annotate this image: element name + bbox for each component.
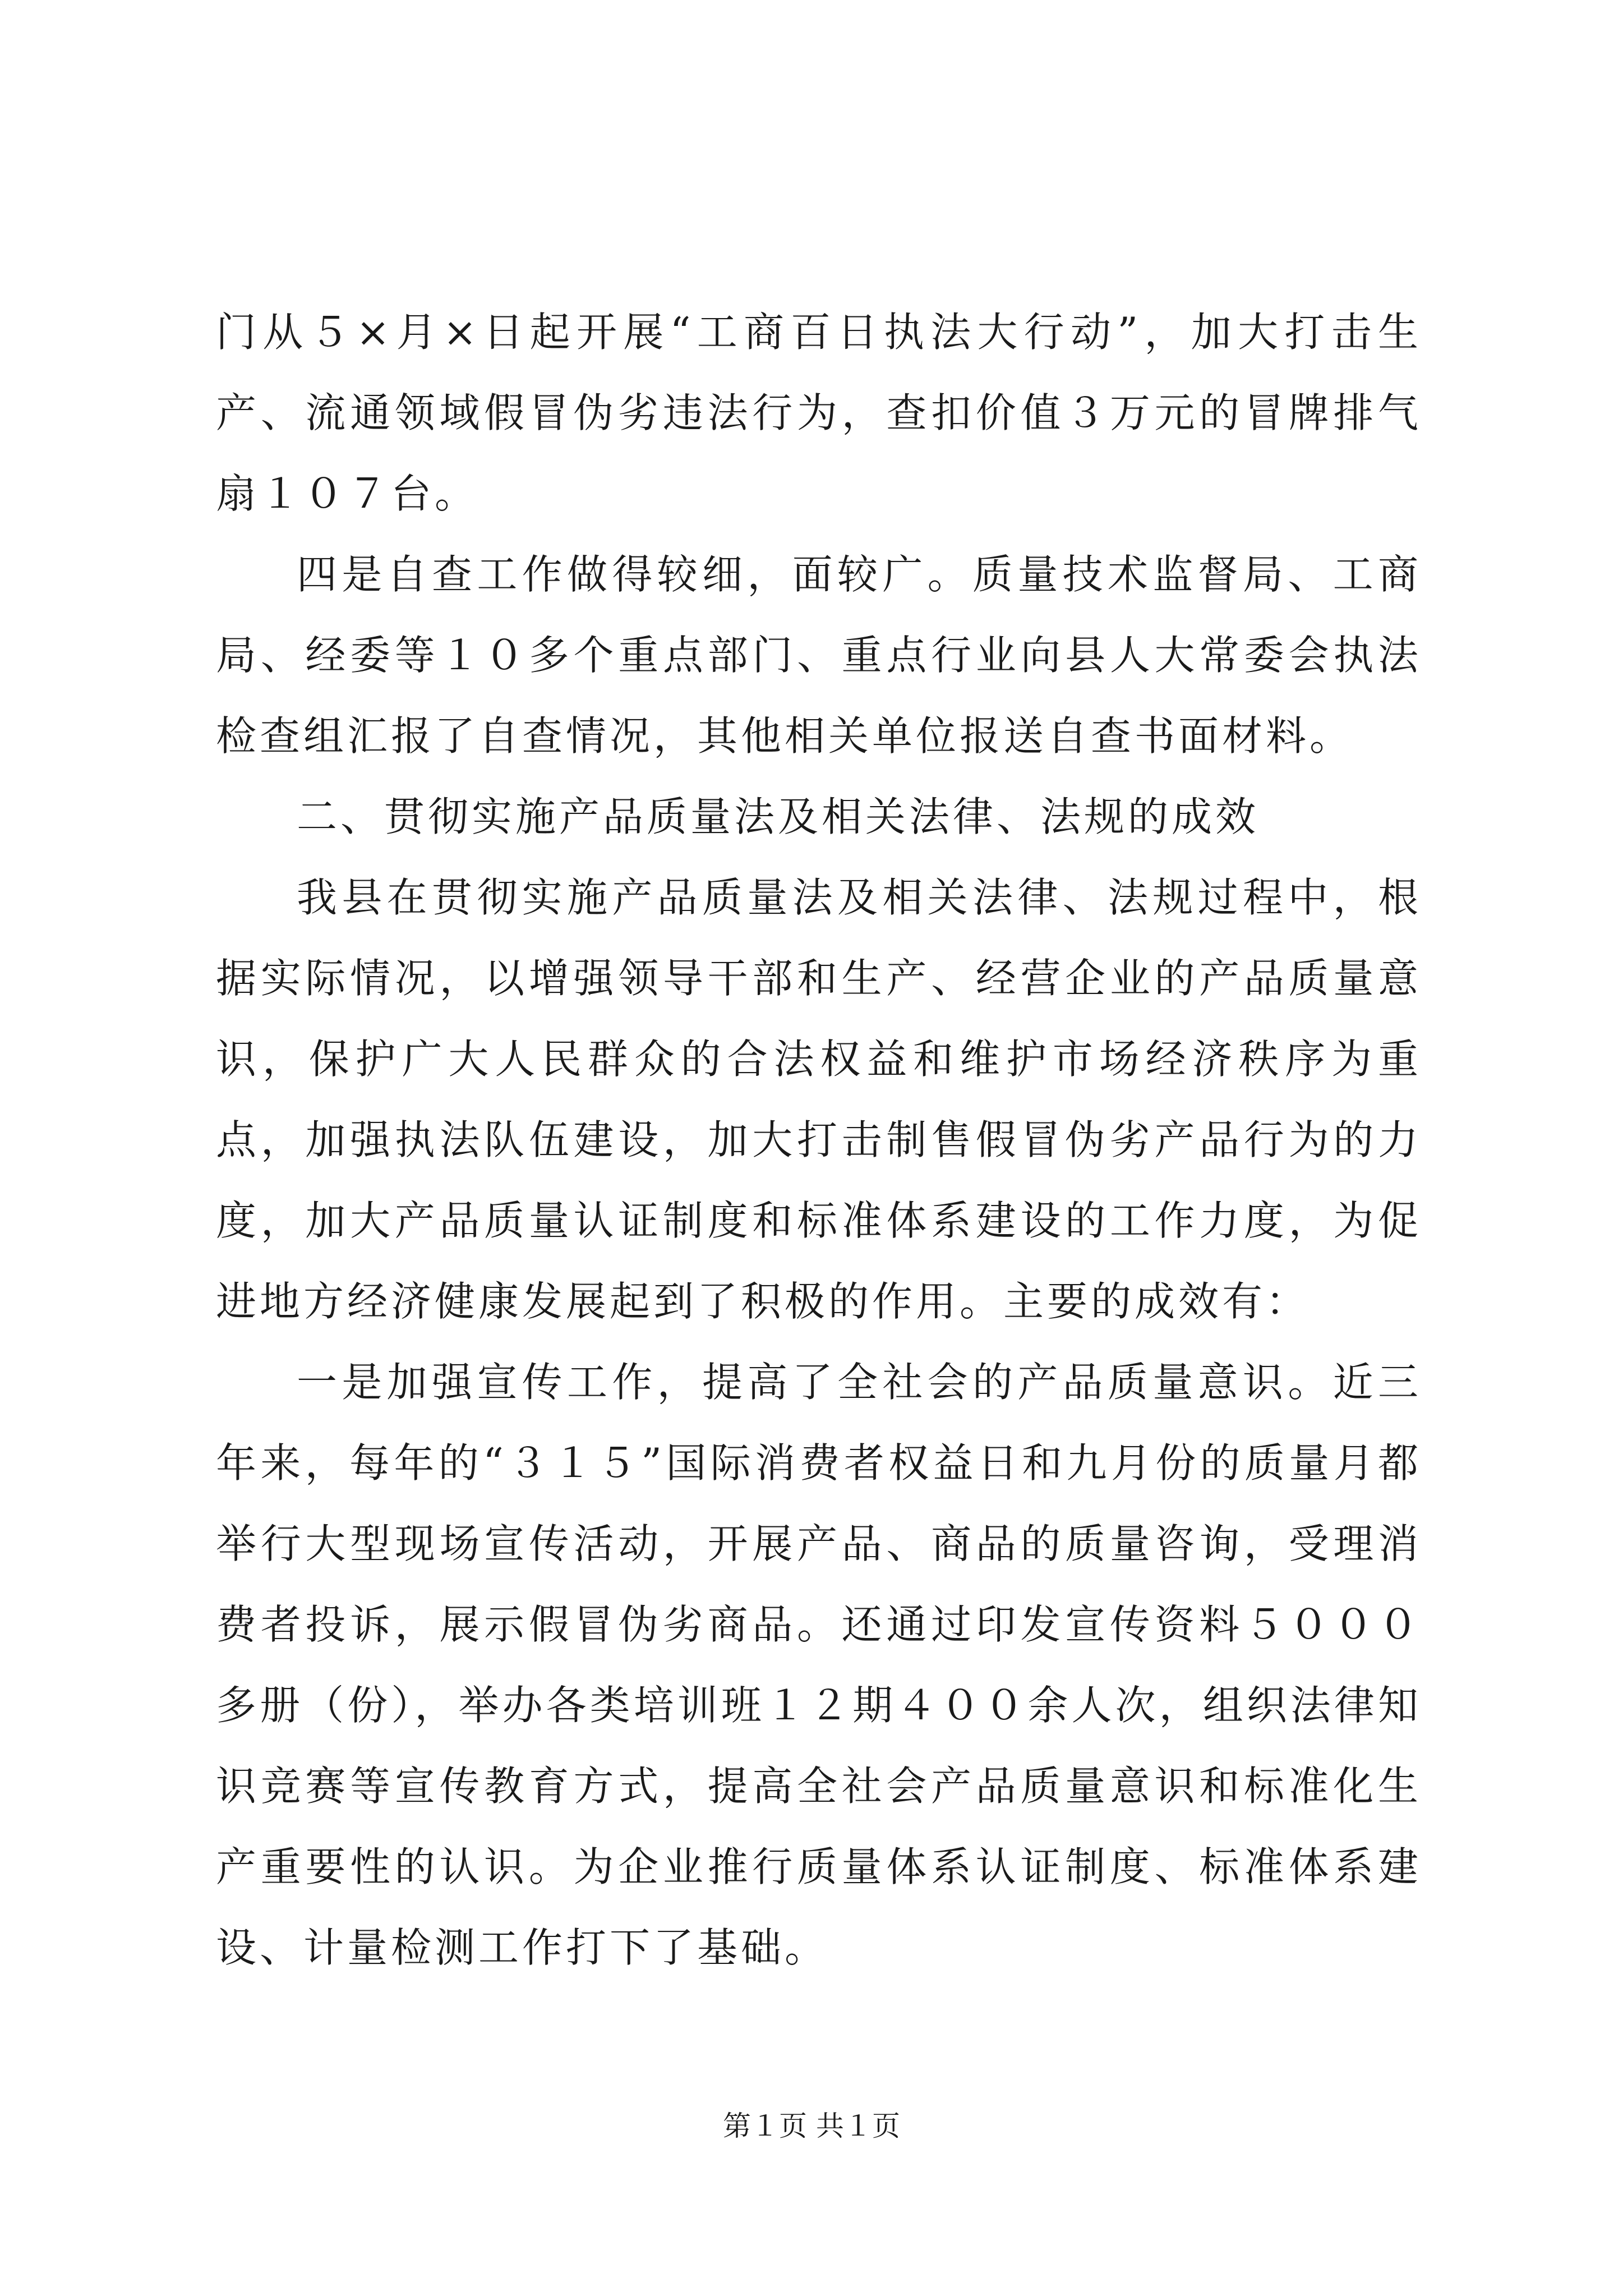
paragraph-continuation: 门从５×月×日起开展“工商百日执法大行动”，加大打击生产、流通领域假冒伪劣违法行为，查扣价值３万元的冒牌排气扇１０７台。	[216, 309, 1422, 517]
paragraph-self-inspection: 四是自查工作做得较细，面较广。质量技术监督局、工商局、经委等１０多个重点部门、重点行业向县人大常委会执法检查组汇报了自查情况，其他相关单位报送自查书面材料。	[216, 551, 1422, 760]
page-footer: 第１页 共１页	[723, 2110, 900, 2142]
section-heading-results: 二、贯彻实施产品质量法及相关法律、法规的成效	[297, 793, 1260, 840]
paragraph-results-intro: 我县在贯彻实施产品质量法及相关法律、法规过程中，根据实际情况，以增强领导干部和生产、经营企业的产品质量意识，保护广大人民群众的合法权益和维护市场经济秩序为重点，加强执法队伍建设，加大打击制售假冒伪劣产品行为的力度，加大产品质量认证制度和标准体系建设的工作力度，为促进地方经济健康发展起到了积极的作用。主要的成效有：	[216, 874, 1422, 1325]
document-body	[216, 292, 1422, 1988]
paragraph-publicity: 一是加强宣传工作，提高了全社会的产品质量意识。近三年来，每年的“３１５”国际消费者权益日和九月份的质量月都举行大型现场宣传活动，开展产品、商品的质量咨询，受理消费者投诉，展示假冒伪劣商品。还通过印发宣传资料５０００多册（份），举办各类培训班１２期４００余人次，组织法律知识竞赛等宣传教育方式，提高全社会产品质量意识和标准化生产重要性的认识。为企业推行质量体系认证制度、标准体系建设、计量检测工作打下了基础。	[216, 1359, 1422, 1971]
